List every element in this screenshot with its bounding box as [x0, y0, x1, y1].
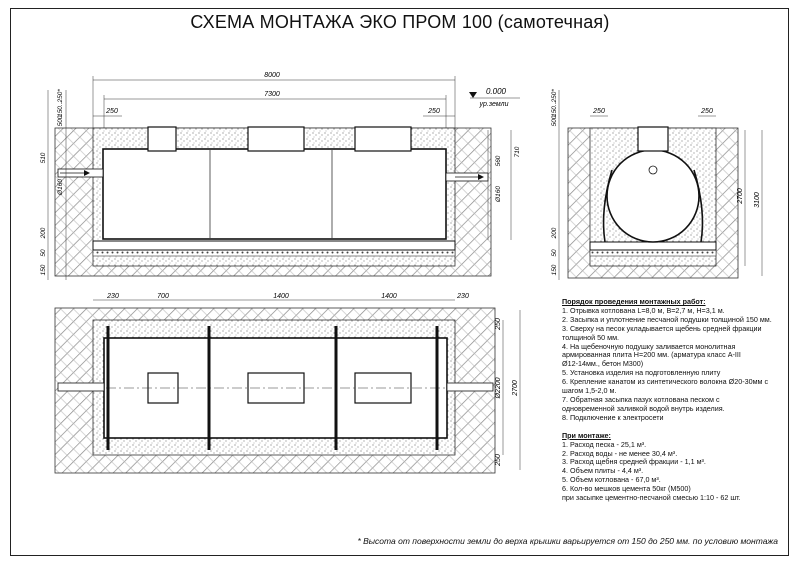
procedure-heading: Порядок проведения монтажных работ: — [562, 297, 706, 306]
end-view — [551, 89, 762, 280]
tank-body — [103, 149, 446, 239]
dim-1400-right: 1400 — [381, 293, 397, 300]
install-item: 3. Расход щебня средней фракции - 1,1 м³. — [562, 457, 706, 467]
dim-500: 500 — [57, 115, 64, 127]
installation-notes — [562, 298, 787, 503]
dim-d2200: Ø2200 — [495, 377, 502, 399]
dim-d160-right: Ø160 — [495, 186, 502, 202]
tank-cross-section — [607, 150, 699, 242]
dim-710: 710 — [514, 146, 521, 158]
manhole-2 — [248, 127, 304, 151]
inlet-pipe — [58, 383, 104, 391]
dim-2700: 2700 — [512, 380, 519, 396]
procedure-step: 2. Засыпка и уплотнение песчаной подушки толщиной 150 мм. — [562, 314, 772, 324]
install-item: 2. Расход воды - не менее 30,4 м³. — [562, 448, 678, 458]
dim-250-left: 250 — [593, 108, 605, 115]
dim-7300: 7300 — [264, 91, 280, 98]
dim-560: 560 — [495, 155, 502, 167]
gravel-layer — [590, 250, 716, 256]
procedure-step: 3. Сверху на песок укладывается щебень средней фракции — [562, 323, 762, 333]
dim-150-250: 150..250* — [57, 89, 64, 117]
footnote: * Высота от поверхности земли до верха крышки варьируется от 150 до 250 мм. по условию монтажа — [357, 536, 778, 546]
procedure-step: одновременной заливкой водой внутрь изделия. — [562, 403, 725, 413]
dim-250-right: 250 — [428, 108, 440, 115]
dim-250-left: 250 — [106, 108, 118, 115]
level-value: 0.000 — [485, 87, 507, 96]
dim-8000: 8000 — [264, 72, 280, 79]
dim-d160-left: Ø160 — [57, 179, 64, 195]
install-item: 6. Кол-во мешков цемента 50кг (М500) — [562, 484, 691, 494]
dim-500: 500 — [551, 115, 558, 127]
plan-view — [55, 293, 520, 473]
procedure-step: армированная плита H=200 мм. (арматура класс А-III — [562, 350, 741, 360]
procedure-step: Ø12-14мм., бетон М300) — [562, 359, 644, 369]
dim-510: 510 — [40, 152, 47, 164]
dim-150: 150 — [40, 264, 47, 276]
procedure-step: 8. Подключение к электросети — [562, 412, 664, 422]
outlet-pipe — [447, 383, 493, 391]
dim-50: 50 — [40, 249, 47, 257]
dim-250-bottom: 250 — [495, 454, 502, 466]
dim-700: 700 — [157, 293, 169, 300]
level-label: ур.земли — [479, 101, 509, 108]
dim-50: 50 — [551, 249, 558, 257]
install-heading: При монтаже: — [562, 430, 611, 440]
dim-250-right: 250 — [701, 108, 713, 115]
side-view — [40, 72, 521, 280]
install-item: при засыпке цементно-песчаной смесью 1:10 - 62 шт. — [562, 493, 741, 503]
dim-3100: 3100 — [754, 192, 761, 208]
procedure-step: 5. Установка изделия на подготовленную плиту — [562, 368, 721, 378]
manhole — [638, 127, 668, 151]
dim-200: 200 — [40, 227, 47, 239]
procedure-step: 6. Крепление канатом из синтетического волокна Ø20-30мм с — [562, 377, 769, 387]
dim-250-top: 250 — [495, 318, 502, 330]
install-item: 5. Объем котлована - 67,0 м³. — [562, 475, 661, 485]
procedure-step: толщиной 50 мм. — [562, 332, 620, 342]
concrete-slab — [93, 241, 455, 250]
gravel-layer — [93, 250, 455, 256]
procedure-step: шагом 1,5-2,0 м. — [562, 386, 617, 396]
procedure-list — [562, 307, 787, 423]
procedure-step: 1. Отрывка котлована L=8,0 м, B=2,7 м, H=3,1 м. — [562, 305, 725, 315]
dim-150: 150 — [551, 264, 558, 276]
install-item: 4. Объем плиты - 4,4 м³. — [562, 466, 644, 476]
dim-230-left: 230 — [107, 293, 119, 300]
dim-1400-left: 1400 — [273, 293, 289, 300]
level-mark — [469, 92, 477, 98]
dim-230-right: 230 — [457, 293, 469, 300]
dim-2700: 2700 — [737, 188, 744, 204]
manhole-3 — [355, 127, 411, 151]
procedure-step: 7. Обратная засыпка пазух котлована песком с — [562, 394, 720, 404]
pipe-section — [649, 166, 657, 174]
page-title: СХЕМА МОНТАЖА ЭКО ПРОМ 100 (самотечная) — [190, 12, 610, 32]
dim-200: 200 — [551, 227, 558, 239]
install-item: 1. Расход песка - 25,1 м³. — [562, 439, 647, 449]
install-list — [562, 441, 787, 503]
dim-150-250: 150..250* — [551, 89, 558, 117]
manhole-1 — [148, 127, 176, 151]
concrete-slab — [590, 242, 716, 250]
procedure-step: 4. На щебеночную подушку заливается монолитная — [562, 341, 736, 351]
